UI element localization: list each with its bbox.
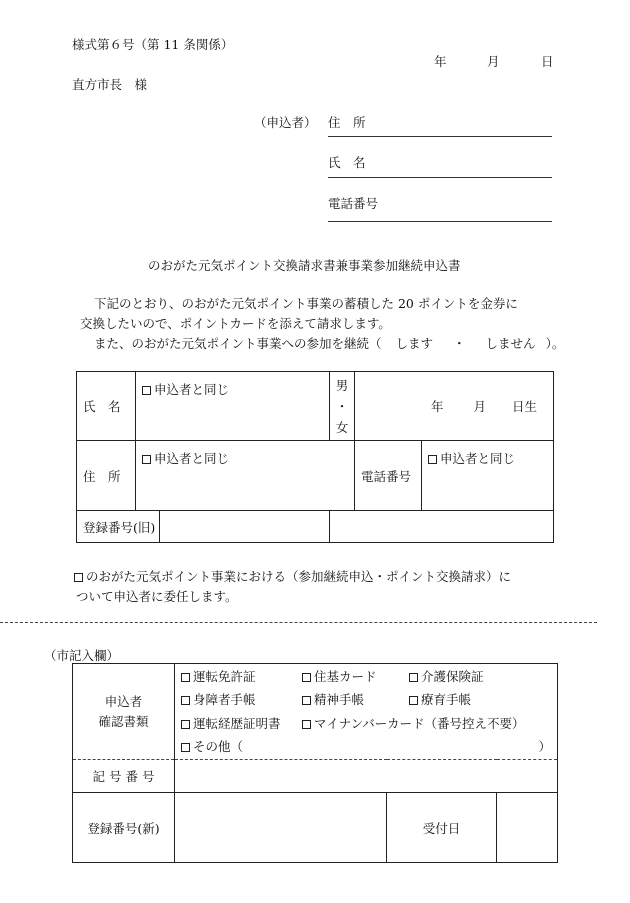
checkbox-icon[interactable] <box>409 673 418 682</box>
body-line-3-prefix: また、のおがた元気ポイント事業への参加を継続（ <box>94 336 382 351</box>
symbol-number-label: 記 号 番 号 <box>73 760 175 793</box>
form-number: 様式第６号（第 11 条関係） <box>72 37 234 52</box>
old-registration-field-extension[interactable] <box>330 511 554 543</box>
doc-option-rehabilitation-handbook[interactable]: 療育手帳 <box>409 692 471 707</box>
document-title: のおがた元気ポイント交換請求書兼事業参加継続申込書 <box>148 258 461 273</box>
checkbox-icon[interactable] <box>302 720 311 729</box>
doc-option-care-insurance[interactable]: 介護保険証 <box>409 669 484 684</box>
checkbox-icon[interactable] <box>428 455 437 464</box>
other-close-paren: ） <box>538 739 552 754</box>
checkbox-icon[interactable] <box>181 720 190 729</box>
id-document-label: 申込者 確認書類 <box>73 664 175 760</box>
doc-option-disability-handbook[interactable]: 身障者手帳 <box>181 688 302 712</box>
date-month-label: 月 <box>487 54 500 69</box>
doc-option-driving-history[interactable]: 運転経歴証明書 <box>181 712 302 736</box>
gender-female-option[interactable]: 女 <box>335 419 349 435</box>
checkbox-icon[interactable] <box>302 696 311 705</box>
gender-select[interactable] <box>330 372 355 441</box>
id-document-options <box>175 664 558 760</box>
checkbox-icon[interactable] <box>302 673 311 682</box>
applicant-phone-label: 電話番号 <box>328 196 379 211</box>
member-phone-label: 電話番号 <box>355 441 422 511</box>
symbol-number-field[interactable] <box>175 760 558 793</box>
body-line-1: 下記のとおり、のおがた元気ポイント事業の蓄積した 20 ポイントを金券に <box>94 296 518 311</box>
new-registration-field[interactable] <box>175 793 387 863</box>
checkbox-icon[interactable] <box>181 743 190 752</box>
birth-year-label: 年 <box>431 399 444 414</box>
member-address-field[interactable]: 申込者と同じ <box>136 441 355 511</box>
delegation-line-2: ついて申込者に委任します。 <box>76 589 238 604</box>
option-separator: ・ <box>453 336 466 351</box>
old-registration-row <box>77 511 330 543</box>
addressee: 直方市長 様 <box>72 77 148 92</box>
member-address-label: 住 所 <box>77 441 136 511</box>
office-use-heading: （市記入欄） <box>44 648 120 663</box>
received-date-label: 受付日 <box>387 793 497 863</box>
old-registration-label: 登録番号(旧) <box>77 511 160 542</box>
continue-yes-option[interactable]: します <box>395 336 434 351</box>
checkbox-icon[interactable] <box>181 673 190 682</box>
checkbox-icon[interactable] <box>409 696 418 705</box>
member-phone-field[interactable]: 申込者と同じ <box>422 441 554 511</box>
cut-line <box>0 622 597 623</box>
date-year-label: 年 <box>434 54 447 69</box>
continue-no-option[interactable]: しません <box>485 336 536 351</box>
office-use-table <box>72 663 558 863</box>
doc-option-my-number-card[interactable]: マイナンバーカード（番号控え不要） <box>302 716 525 731</box>
birth-month-label: 月 <box>473 399 487 414</box>
member-info-table <box>76 371 554 543</box>
applicant-name-field[interactable] <box>328 177 552 178</box>
checkbox-icon[interactable] <box>142 386 151 395</box>
applicant-address-field[interactable] <box>328 136 552 137</box>
applicant-name-label: 氏 名 <box>328 155 366 170</box>
applicant-label: （申込者） <box>254 115 317 130</box>
body-line-2: 交換したいので、ポイントカードを添えて請求します。 <box>80 316 391 331</box>
gender-male-option[interactable]: 男 <box>335 377 349 393</box>
doc-option-mental-handbook[interactable]: 精神手帳 <box>302 688 409 712</box>
delegation-line-1: のおがた元気ポイント事業における（参加継続申込・ポイント交換請求）に <box>74 567 511 585</box>
received-date-field[interactable] <box>497 793 558 863</box>
checkbox-icon[interactable] <box>142 455 151 464</box>
doc-option-resident-card[interactable]: 住基カード <box>302 665 409 689</box>
doc-option-license[interactable]: 運転免許証 <box>181 665 302 689</box>
birthdate-field[interactable] <box>355 372 554 441</box>
new-registration-label: 登録番号(新) <box>73 793 175 863</box>
applicant-phone-field[interactable] <box>328 221 552 222</box>
checkbox-icon[interactable] <box>74 573 83 582</box>
date-day-label: 日 <box>541 54 554 69</box>
body-line-3 <box>94 334 564 352</box>
member-name-field[interactable]: 申込者と同じ <box>136 372 330 441</box>
member-name-label: 氏 名 <box>77 372 136 441</box>
old-registration-field[interactable] <box>160 511 329 542</box>
checkbox-icon[interactable] <box>181 696 190 705</box>
gender-separator: ・ <box>335 398 349 414</box>
body-line-3-suffix: ）。 <box>545 336 565 351</box>
applicant-address-label: 住 所 <box>328 115 366 130</box>
birth-day-label: 日生 <box>512 399 538 414</box>
doc-option-other[interactable]: その他（ <box>181 735 243 759</box>
